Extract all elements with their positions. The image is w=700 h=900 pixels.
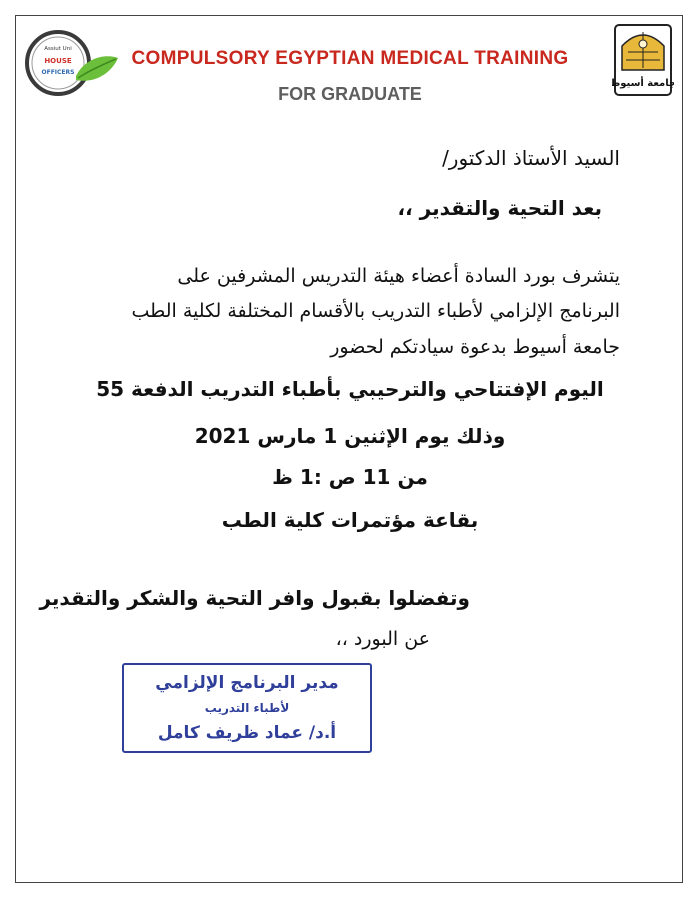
left-logo-text-1: Assiut Uni bbox=[44, 46, 72, 52]
house-officers-logo bbox=[24, 28, 122, 98]
event-venue: بقاعة مؤتمرات كلية الطب bbox=[221, 508, 479, 532]
salutation: السيد الأستاذ الدكتور/ bbox=[442, 146, 620, 170]
stamp-line-1: مدير البرنامج الإلزامي bbox=[155, 673, 339, 693]
event-date: وذلك يوم الإثنين 1 مارس 2021 bbox=[194, 424, 506, 448]
body-line-2: البرنامج الإلزامي لأطباء التدريب بالأقسام المختلفة لكلية الطب bbox=[131, 300, 620, 322]
stamp-line-2: لأطباء التدريب bbox=[204, 701, 290, 715]
assiut-university-logo bbox=[612, 22, 674, 98]
left-logo-text-2: HOUSE bbox=[44, 57, 72, 65]
closing-line: وتفضلوا بقبول وافر التحية والشكر والتقدير bbox=[39, 586, 470, 610]
event-title: اليوم الإفتتاحي والترحيبي بأطباء التدريب الدفعة 55 bbox=[96, 377, 604, 401]
left-logo-text-3: OFFICERS bbox=[41, 69, 75, 76]
director-stamp bbox=[122, 663, 372, 753]
greeting: بعد التحية والتقدير ،، bbox=[397, 196, 602, 220]
program-title: COMPULSORY EGYPTIAN MEDICAL TRAINING bbox=[131, 48, 569, 69]
stamp-line-3: أ.د/ عماد ظريف كامل bbox=[157, 723, 337, 743]
event-time: من 11 ص :1 ظ bbox=[272, 465, 428, 489]
from-board: عن البورد ،، bbox=[335, 628, 430, 650]
body-line-3: جامعة أسيوط بدعوة سيادتكم لحضور bbox=[330, 336, 620, 358]
right-logo-text: جامعة أسيوط bbox=[612, 78, 674, 89]
program-subtitle: FOR GRADUATE bbox=[278, 84, 422, 104]
body-line-1: يتشرف بورد السادة أعضاء هيئة التدريس المشرفين على bbox=[177, 265, 620, 287]
